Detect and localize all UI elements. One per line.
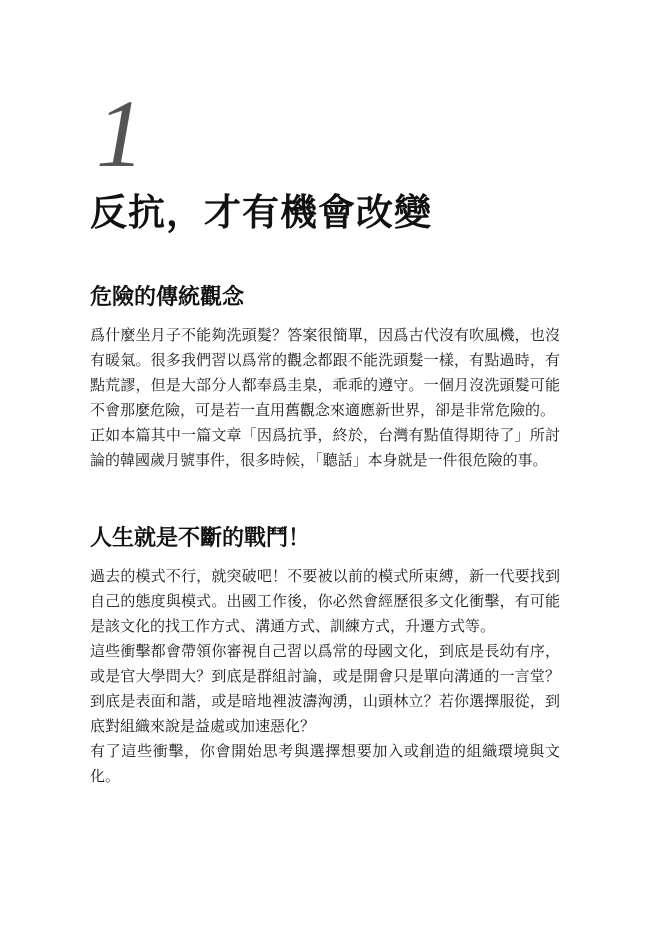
section-dangerous-traditions xyxy=(90,281,560,473)
section-heading: 人生就是不斷的戰鬥！ xyxy=(90,525,311,551)
paragraph: 有了這些衝擊，你會開始思考與選擇想要加入或創造的組織環境與文化。 xyxy=(90,742,560,785)
paragraph: 這些衝擊都會帶領你審視自己習以爲常的母國文化，到底是長幼有序，或是官大學問大？到底是群組討論，或是開會只是單向溝通的一言堂？到底是表面和諧，或是暗地裡波濤洶湧，山頭林立？若你選擇服從，到底對組織來說是益處或加速惡化？ xyxy=(90,642,560,735)
paragraph: 爲什麼坐月子不能夠洗頭髮？答案很簡單，因爲古代沒有吹風機，也沒有暖氣。很多我們習以爲常的觀念都跟不能洗頭髮一樣，有點過時，有點荒謬，但是大部分人都奉爲圭臬，乖乖的遵守。一個月沒洗頭髮可能不會那麼危險，可是若一直用舊觀念來適應新世界，卻是非常危險的。 xyxy=(90,326,560,419)
paragraph: 正如本篇其中一篇文章「因爲抗爭，終於，台灣有點值得期待了」所討論的韓國歲月號事件，很多時候，「聽話」本身就是一件很危險的事。 xyxy=(90,426,560,469)
section-heading: 危險的傳統觀念 xyxy=(90,284,245,310)
chapter-title: 反抗，才有機會改變 xyxy=(90,191,432,234)
section-life-is-struggle xyxy=(90,522,560,789)
paragraph: 過去的模式不行，就突破吧！不要被以前的模式所束縛，新一代要找到自己的態度與模式。出國工作後，你必然會經歷很多文化衝擊，有可能是該文化的找工作方式、溝通方式、訓練方式，升遷方式等。 xyxy=(90,567,560,635)
chapter-number: 1 xyxy=(96,80,144,187)
